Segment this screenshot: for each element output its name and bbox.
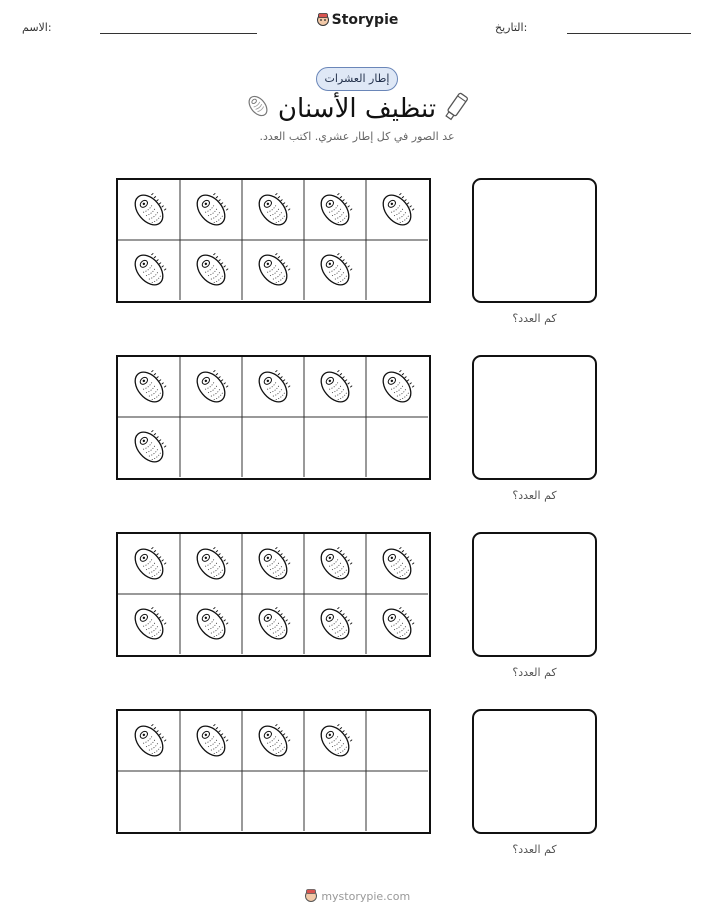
germ-icon [254, 188, 295, 230]
germ-icon [316, 602, 357, 644]
germ-icon [378, 365, 419, 407]
footer [0, 888, 714, 903]
ten-frame-grid [118, 180, 428, 300]
germ-icon [254, 542, 295, 584]
topic-badge: إطار العشرات [316, 67, 398, 91]
ten-frame-grid [118, 534, 428, 654]
worksheet-title: تنظيف الأسنان [277, 94, 437, 124]
answer-box-3[interactable] [472, 532, 597, 657]
germ-icon [316, 248, 357, 290]
germ-icon [316, 365, 357, 407]
germ-icon [192, 719, 233, 761]
germ-icon [130, 719, 171, 761]
germ-icon [192, 542, 233, 584]
answer-box-1[interactable] [472, 178, 597, 303]
germ-icon [316, 719, 357, 761]
brand-logo [0, 12, 714, 28]
germ-icon [130, 248, 171, 290]
footer-url: mystorypie.com [321, 890, 411, 903]
count-prompt-4: كم العدد؟ [512, 843, 557, 856]
germ-icon [192, 602, 233, 644]
germ-icon [378, 542, 419, 584]
germ-icon [130, 542, 171, 584]
answer-box-4[interactable] [472, 709, 597, 834]
storypie-mascot-icon [304, 888, 318, 902]
answer-box-2[interactable] [472, 355, 597, 480]
ten-frame-grid [118, 711, 428, 831]
count-prompt-2: كم العدد؟ [512, 489, 557, 502]
germ-icon [254, 602, 295, 644]
germ-icon [192, 248, 233, 290]
germ-icon [254, 365, 295, 407]
count-prompt-1: كم العدد؟ [512, 312, 557, 325]
name-line[interactable] [100, 33, 257, 34]
date-label: التاريخ: [495, 21, 528, 34]
germ-icon [130, 425, 171, 467]
storypie-mascot-icon [316, 12, 330, 26]
germ-icon [378, 602, 419, 644]
brand-name: Storypie [331, 12, 399, 28]
ten-frame-2 [116, 355, 431, 480]
count-prompt-3: كم العدد؟ [512, 666, 557, 679]
instructions: عد الصور في كل إطار عشري. اكتب العدد. [259, 130, 455, 143]
germ-icon [130, 602, 171, 644]
germ-icon [254, 248, 295, 290]
ten-frame-4 [116, 709, 431, 834]
germ-icon [192, 188, 233, 230]
germ-icon [378, 188, 419, 230]
germ-icon [192, 365, 233, 407]
toothpaste-icon [442, 90, 470, 124]
ten-frame-grid [118, 357, 428, 477]
date-line[interactable] [567, 33, 691, 34]
ten-frame-3 [116, 532, 431, 657]
name-label: الاسم: [22, 21, 52, 34]
germ-icon [316, 188, 357, 230]
germ-icon [254, 719, 295, 761]
germ-icon [130, 365, 171, 407]
ten-frame-1 [116, 178, 431, 303]
germ-icon [316, 542, 357, 584]
germ-icon [130, 188, 171, 230]
